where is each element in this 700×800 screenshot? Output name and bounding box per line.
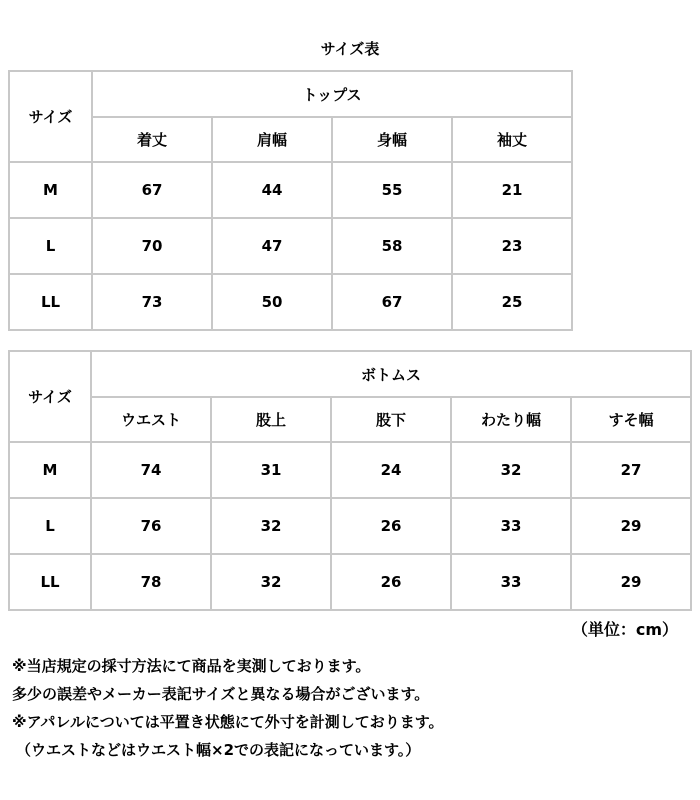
table-cell: 31 [211,442,331,498]
note-line: 多少の誤差やメーカー表記サイズと異なる場合がございます。 [12,685,430,703]
table-row [9,274,572,330]
table-cell: 23 [452,218,572,274]
table-row [9,218,572,274]
note-line: ※当店規定の採寸方法にて商品を実測しております。 [12,657,371,675]
column-header: 肩幅 [212,117,332,162]
size-header: サイズ [9,351,91,442]
size-label: LL [9,274,92,330]
table-cell: 32 [211,498,331,554]
table-row [9,442,691,498]
table-cell: 32 [451,442,571,498]
size-label: M [9,162,92,218]
table-row [9,162,572,218]
table-cell: 78 [91,554,211,610]
note-line: （ウエストなどはウエスト幅×2での表記になっています。） [16,741,421,759]
table-cell: 24 [331,442,451,498]
column-header: 身幅 [332,117,452,162]
table-cell: 73 [92,274,212,330]
table-cell: 50 [212,274,332,330]
table-cell: 21 [452,162,572,218]
column-header: 股上 [211,397,331,442]
table-cell: 44 [212,162,332,218]
table-cell: 47 [212,218,332,274]
table-cell: 74 [91,442,211,498]
tops-size-table [8,70,573,331]
notes [12,652,444,764]
table-cell: 70 [92,218,212,274]
size-label: L [9,498,91,554]
table-cell: 58 [332,218,452,274]
table-cell: 29 [571,554,691,610]
table-cell: 67 [332,274,452,330]
bottoms-group-header: ボトムス [91,351,691,397]
table-cell: 32 [211,554,331,610]
table-cell: 25 [452,274,572,330]
table-cell: 33 [451,498,571,554]
column-header: 股下 [331,397,451,442]
size-header: サイズ [9,71,92,162]
unit-label: （単位：cm） [571,620,678,639]
size-label: LL [9,554,91,610]
page-title: サイズ表 [320,40,380,58]
column-header: ウエスト [91,397,211,442]
table-cell: 33 [451,554,571,610]
size-label: M [9,442,91,498]
table-cell: 26 [331,498,451,554]
bottoms-size-table [8,350,692,611]
table-row [9,554,691,610]
column-header: 袖丈 [452,117,572,162]
tops-group-header: トップス [92,71,572,117]
column-header: わたり幅 [451,397,571,442]
table-row [9,498,691,554]
column-header: すそ幅 [571,397,691,442]
table-cell: 76 [91,498,211,554]
table-cell: 26 [331,554,451,610]
table-cell: 27 [571,442,691,498]
table-cell: 29 [571,498,691,554]
column-header: 着丈 [92,117,212,162]
note-line: ※アパレルについては平置き状態にて外寸を計測しております。 [12,713,444,731]
table-cell: 67 [92,162,212,218]
size-label: L [9,218,92,274]
table-cell: 55 [332,162,452,218]
